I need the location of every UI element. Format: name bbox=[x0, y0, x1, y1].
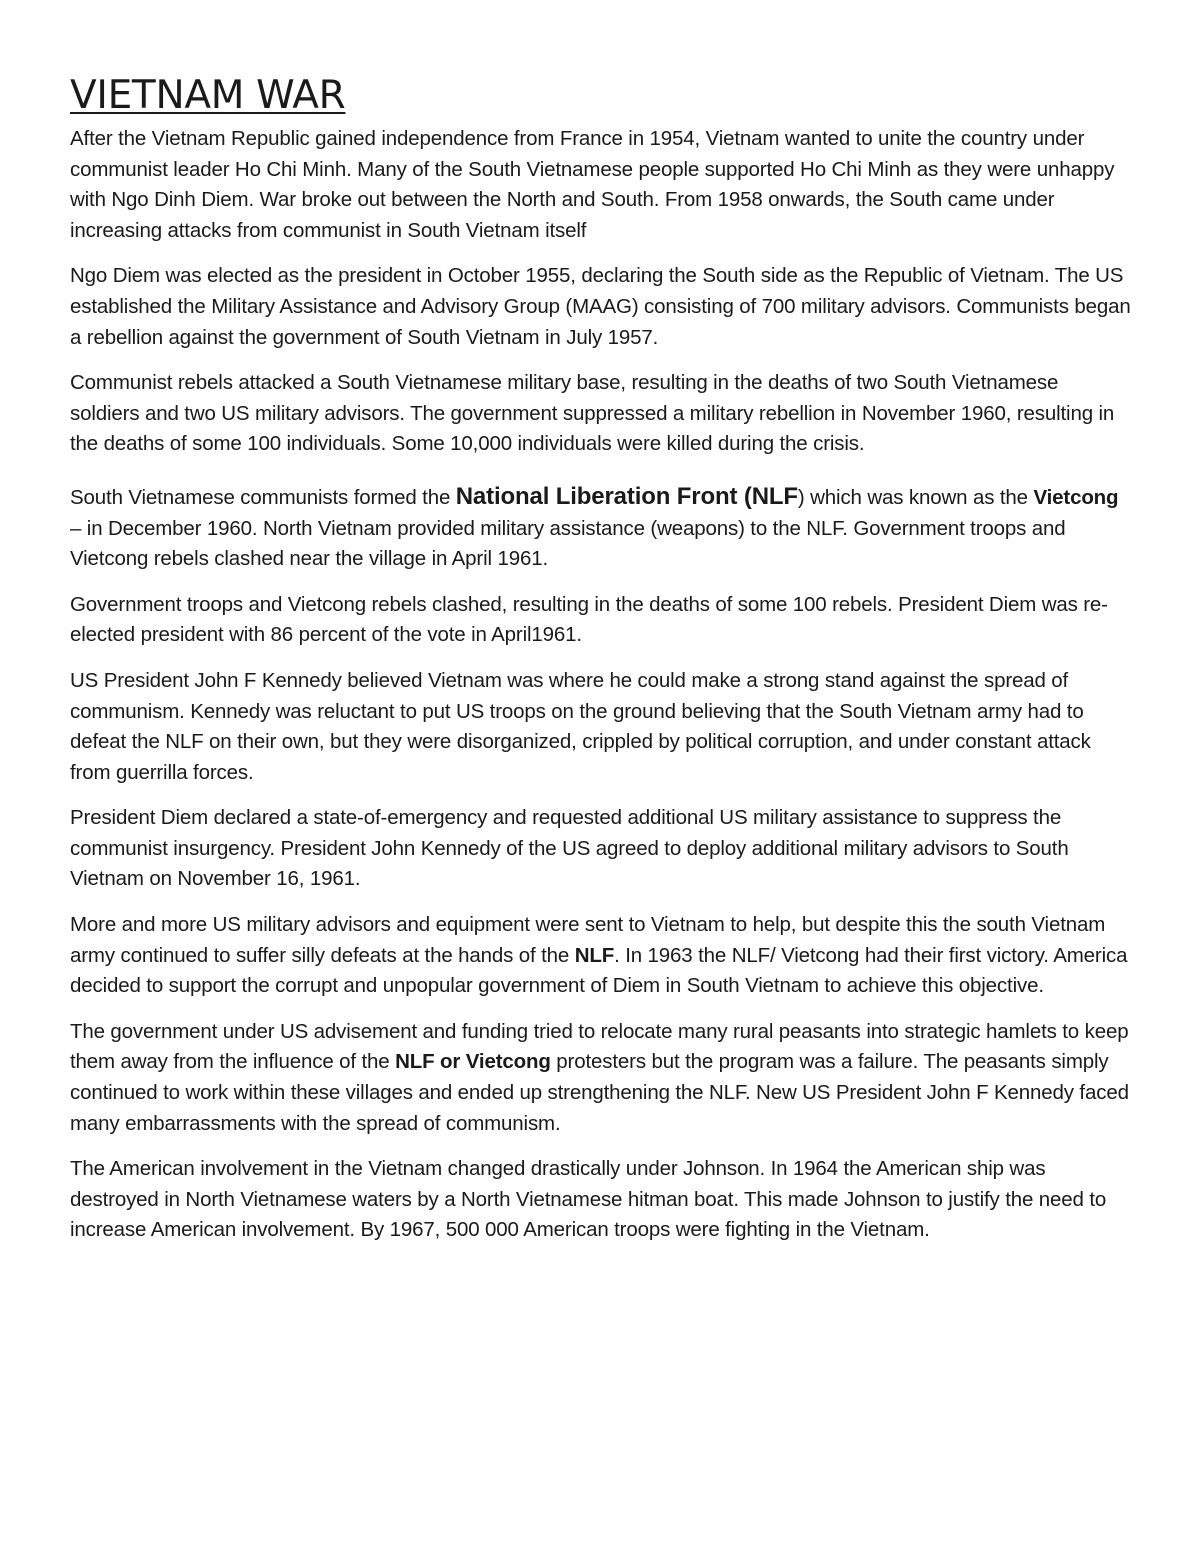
nlf-or-vietcong-bold-term: NLF or Vietcong bbox=[395, 1050, 551, 1074]
paragraph-4-text-3: – in December 1960. North Vietnam provided military assistance (weapons) to the NLF. Government troops and Vietcong rebels clashed near the village in April 1961. bbox=[70, 516, 1066, 571]
paragraph-4 bbox=[70, 482, 1132, 575]
paragraph-2: Ngo Diem was elected as the president in October 1955, declaring the South side as the Republic of Vietnam. The US established the Military Assistance and Advisory Group (MAAG) consisting of 700 military advisors. Communists began a rebellion against the government of South Vietnam in July 1957. bbox=[70, 264, 1131, 349]
paragraph-4-text-2: ) which was known as the bbox=[797, 485, 1034, 509]
paragraph-1: After the Vietnam Republic gained independence from France in 1954, Vietnam wanted to unite the country under communist leader Ho Chi Minh. Many of the South Vietnamese people supported Ho Chi Minh as they were unhappy with Ngo Dinh Diem. War broke out between the North and South. From 1958 onwards, the South came under increasing attacks from communist in South Vietnam itself bbox=[70, 127, 1115, 242]
paragraph-8-text-2: . In 1963 the NLF/ Vietcong had their first victory. America decided to support the corrupt and unpopular government of Diem in South Vietnam to achieve this objective. bbox=[70, 943, 1128, 998]
vietcong-bold-term: Vietcong bbox=[1033, 485, 1119, 509]
paragraph-8 bbox=[70, 910, 1132, 1002]
paragraph-3: Communist rebels attacked a South Vietnamese military base, resulting in the deaths of two South Vietnamese soldiers and two US military advisors. The government suppressed a military rebellion in November 1960, resulting in the deaths of some 100 individuals. Some 10,000 individuals were killed during the crisis. bbox=[70, 371, 1115, 456]
paragraph-4-text-1: South Vietnamese communists formed the bbox=[70, 485, 456, 509]
paragraph-9-text-2: protesters but the program was a failure. The peasants simply continued to work within these villages and ended up strengthening the NLF. New US President John F Kennedy faced many embarrassments with the spread of communism. bbox=[70, 1050, 1129, 1135]
nlf-bold-term: National Liberation Front (NLF bbox=[455, 482, 798, 510]
document-body bbox=[70, 72, 1132, 1261]
paragraph-9 bbox=[70, 1017, 1132, 1139]
paragraph-7: President Diem declared a state-of-emergency and requested additional US military assistance to suppress the communist insurgency. President John Kennedy of the US agreed to deploy additional military advisors to South Vietnam on November 16, 1961. bbox=[70, 806, 1069, 891]
paragraph-10: The American involvement in the Vietnam changed drastically under Johnson. In 1964 the American ship was destroyed in North Vietnamese waters by a North Vietnamese hitman boat. This made Johnson to justify the need to increase American involvement. By 1967, 500 000 American troops were fighting in the Vietnam. bbox=[70, 1157, 1107, 1242]
paragraph-8-text-1: More and more US military advisors and equipment were sent to Vietnam to help, but despite this the south Vietnam army continued to suffer silly defeats at the hands of the bbox=[70, 913, 1106, 967]
page-title: VIETNAM WAR bbox=[70, 73, 346, 118]
nlf-bold-term-2: NLF bbox=[574, 943, 615, 967]
paragraph-6: US President John F Kennedy believed Vietnam was where he could make a strong stand against the spread of communism. Kennedy was reluctant to put US troops on the ground believing that the South Vietnam army had to defeat the NLF on their own, but they were disorganized, crippled by political corruption, and under constant attack from guerrilla forces. bbox=[70, 668, 1091, 784]
paragraph-9-text-1: The government under US advisement and funding tried to relocate many rural peasants into strategic hamlets to keep them away from the influence of the bbox=[70, 1019, 1129, 1074]
paragraph-5: Government troops and Vietcong rebels clashed, resulting in the deaths of some 100 rebels. President Diem was re-elected president with 86 percent of the vote in April1961. bbox=[70, 592, 1108, 647]
